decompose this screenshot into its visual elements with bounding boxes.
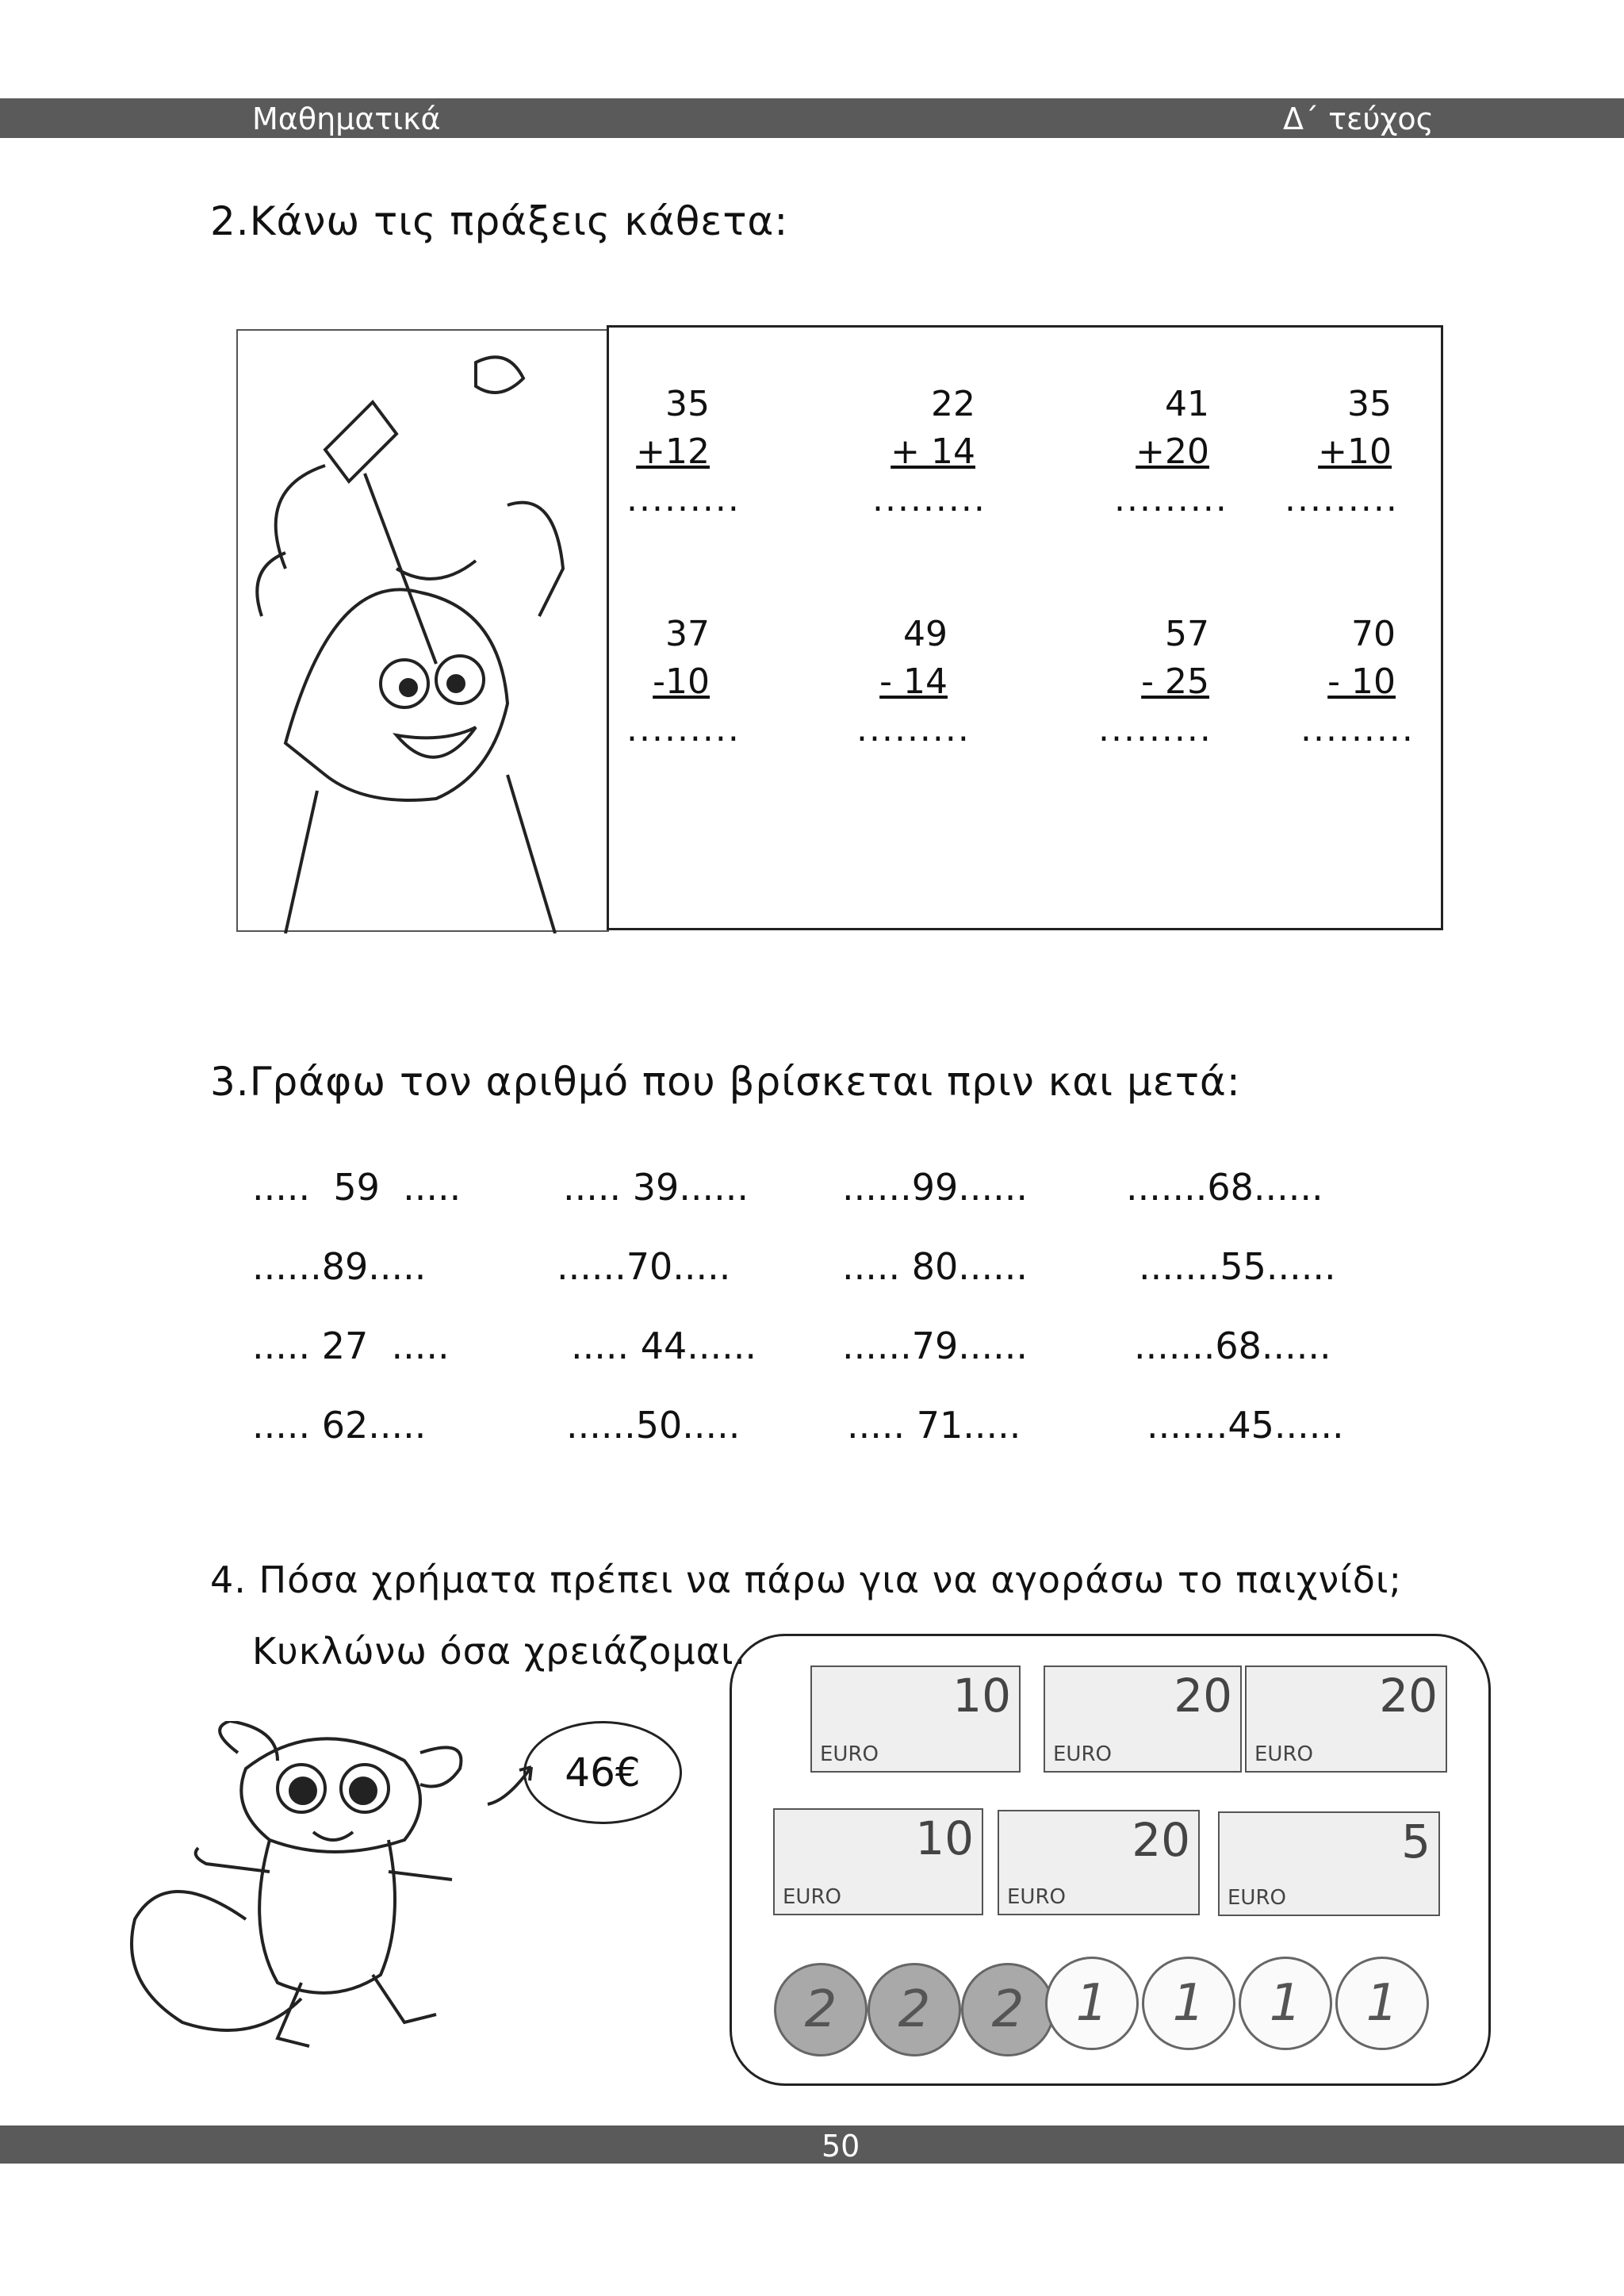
coin-1-euro[interactable]: 1 bbox=[1045, 1957, 1139, 2050]
coin-1-euro[interactable]: 1 bbox=[1239, 1957, 1332, 2050]
bushbaby-illustration bbox=[119, 1721, 531, 2054]
problem-5 bbox=[626, 611, 741, 753]
neighbor-item[interactable]: .......45...... bbox=[1147, 1404, 1344, 1447]
top-number: 37 bbox=[665, 614, 710, 654]
operand: -10 bbox=[653, 661, 710, 702]
answer-blank[interactable]: ......... bbox=[856, 709, 971, 749]
price-bubble bbox=[523, 1721, 682, 1824]
coin-1-euro[interactable]: 1 bbox=[1142, 1957, 1235, 2050]
answer-blank[interactable]: ......... bbox=[872, 479, 986, 519]
neighbor-item[interactable]: .......68...... bbox=[1126, 1166, 1323, 1209]
operand: +12 bbox=[636, 431, 710, 472]
operand: +20 bbox=[1136, 431, 1209, 472]
lemur-king-drawing bbox=[238, 331, 611, 933]
answer-blank[interactable]: ......... bbox=[626, 709, 741, 749]
section-4-instruction: Κυκλώνω όσα χρειάζομαι. bbox=[252, 1630, 747, 1673]
section-3-title: 3.Γράφω τον αριθμό που βρίσκεται πριν και μετά: bbox=[210, 1059, 1241, 1105]
top-number: 22 bbox=[931, 384, 975, 424]
neighbor-item[interactable]: ..... 80...... bbox=[842, 1245, 1028, 1288]
note-value: 20 bbox=[1174, 1669, 1232, 1723]
bubble-arrow bbox=[484, 1761, 539, 1808]
banknote-10[interactable] bbox=[773, 1808, 983, 1915]
top-number: 35 bbox=[1347, 384, 1392, 424]
neighbor-item[interactable]: ......99...... bbox=[842, 1166, 1028, 1209]
banknote-20[interactable] bbox=[998, 1810, 1200, 1915]
neighbor-item[interactable]: .......55...... bbox=[1139, 1245, 1336, 1288]
neighbor-item[interactable]: ......70..... bbox=[557, 1245, 731, 1288]
operand: - 14 bbox=[879, 661, 948, 702]
coin-1-euro[interactable]: 1 bbox=[1335, 1957, 1429, 2050]
neighbor-item[interactable]: ..... 44...... bbox=[571, 1324, 756, 1367]
volume-label: Δ΄ τεύχος bbox=[1283, 102, 1434, 136]
neighbor-item[interactable]: ..... 27 ..... bbox=[252, 1324, 450, 1367]
answer-blank[interactable]: ......... bbox=[1300, 709, 1415, 749]
problem-6 bbox=[856, 611, 971, 753]
note-label: EURO bbox=[1053, 1742, 1112, 1766]
answer-blank[interactable]: ......... bbox=[1098, 709, 1212, 749]
problem-1 bbox=[626, 381, 741, 523]
banknote-20[interactable] bbox=[1245, 1665, 1447, 1773]
neighbor-item[interactable]: ..... 71..... bbox=[847, 1404, 1021, 1447]
subject-title: Μαθηματικά bbox=[252, 102, 441, 136]
banknote-10[interactable] bbox=[810, 1665, 1021, 1773]
note-label: EURO bbox=[783, 1885, 841, 1909]
note-value: 20 bbox=[1132, 1813, 1190, 1867]
note-label: EURO bbox=[820, 1742, 879, 1766]
coin-2-euro[interactable]: 2 bbox=[774, 1963, 868, 2056]
top-number: 41 bbox=[1165, 384, 1209, 424]
note-value: 10 bbox=[952, 1669, 1011, 1723]
note-label: EURO bbox=[1254, 1742, 1313, 1766]
note-value: 5 bbox=[1401, 1815, 1431, 1869]
coin-2-euro[interactable]: 2 bbox=[961, 1963, 1055, 2056]
page-number: 50 bbox=[822, 2129, 860, 2164]
note-value: 10 bbox=[915, 1811, 974, 1865]
banknote-5[interactable] bbox=[1218, 1811, 1440, 1916]
neighbor-item[interactable]: ......50..... bbox=[566, 1404, 741, 1447]
problem-8 bbox=[1300, 611, 1415, 753]
operand: +10 bbox=[1318, 431, 1392, 472]
section-2-title: 2.Κάνω τις πράξεις κάθετα: bbox=[210, 198, 789, 244]
neighbor-item[interactable]: ..... 62..... bbox=[252, 1404, 427, 1447]
neighbor-item[interactable]: ......89..... bbox=[252, 1245, 427, 1288]
neighbor-item[interactable]: ..... 59 ..... bbox=[252, 1166, 462, 1209]
header-bar bbox=[0, 98, 1624, 138]
problem-2 bbox=[872, 381, 986, 523]
operand: + 14 bbox=[891, 431, 975, 472]
top-number: 57 bbox=[1165, 614, 1209, 654]
answer-blank[interactable]: ......... bbox=[1285, 479, 1399, 519]
banknote-20[interactable] bbox=[1044, 1665, 1242, 1773]
neighbor-item[interactable]: ......79...... bbox=[842, 1324, 1028, 1367]
note-label: EURO bbox=[1007, 1885, 1066, 1909]
problem-7 bbox=[1098, 611, 1212, 753]
neighbor-item[interactable]: ..... 39...... bbox=[563, 1166, 749, 1209]
section-4-title: 4. Πόσα χρήματα πρέπει να πάρω για να αγοράσω το παιχνίδι; bbox=[210, 1558, 1402, 1601]
toy-price: 46€ bbox=[565, 1750, 641, 1796]
note-value: 20 bbox=[1379, 1669, 1438, 1723]
top-number: 35 bbox=[665, 384, 710, 424]
note-label: EURO bbox=[1228, 1886, 1286, 1910]
operand: - 25 bbox=[1141, 661, 1209, 702]
footer-bar bbox=[0, 2125, 1624, 2164]
top-number: 49 bbox=[903, 614, 948, 654]
top-number: 70 bbox=[1351, 614, 1396, 654]
coin-2-euro[interactable]: 2 bbox=[868, 1963, 961, 2056]
lemur-king-illustration bbox=[236, 329, 609, 932]
answer-blank[interactable]: ......... bbox=[1114, 479, 1228, 519]
problem-3 bbox=[1114, 381, 1228, 523]
answer-blank[interactable]: ......... bbox=[626, 479, 741, 519]
neighbor-item[interactable]: .......68...... bbox=[1134, 1324, 1331, 1367]
problem-4 bbox=[1285, 381, 1399, 523]
operand: - 10 bbox=[1327, 661, 1396, 702]
